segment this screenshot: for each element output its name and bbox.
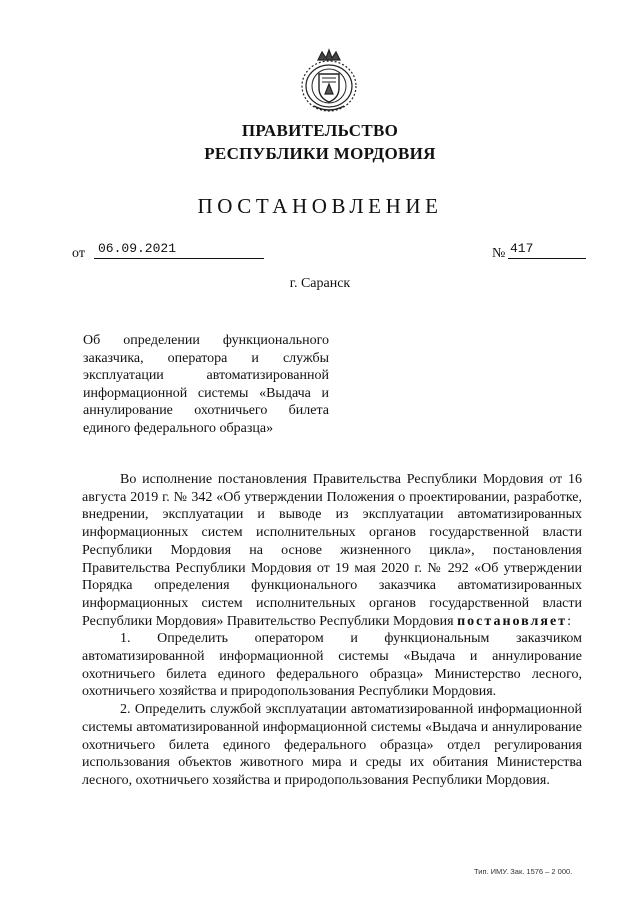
item-2-paragraph: 2. Определить службой эксплуатации автоматизированной информационной системы автоматизированной информационной системы «Выдача и аннулирование охотничьего билета единого федерального образца» отдел регулирования использования объектов животного мира и среды их обитания Министерства лесного, охотничьего хозяйства и природопользования Республики Мордовия. <box>82 702 582 788</box>
city-label: г. Саранск <box>289 276 351 291</box>
print-mark: Тип. ИМУ. Зак. 1576 – 2 000. <box>474 867 573 876</box>
document-number: 417 <box>508 241 586 259</box>
government-title-line1: ПРАВИТЕЛЬСТВО <box>241 121 399 140</box>
document-date: 06.09.2021 <box>94 241 264 259</box>
resolves-colon: : <box>567 613 571 629</box>
government-title-line2: РЕСПУБЛИКИ МОРДОВИЯ <box>204 144 436 163</box>
date-prefix: от <box>72 246 85 261</box>
number-prefix: № <box>492 246 506 261</box>
preamble-text: Во исполнение постановления Правительства Республики Мордовия от 16 августа 2019 г. № 342 «Об утверждении Положения о проектировании, разработке, внедрении, эксплуатации и выводе из эксплуатации автоматизированных информационных систем исполнительных органов государственной власти Республики Мордовия на основе жизненного цикла», постановления Правительства Республики Мордовия от 19 мая 2020 г. № 292 «Об утверждении Порядка определения функционального заказчика автоматизированных информационных систем исполнительных органов государственной власти Республики Мордовия» Правительство Республики Мордовия <box>82 472 582 629</box>
document-body <box>82 471 582 790</box>
coat-of-arms-icon <box>296 46 362 116</box>
item-1-paragraph: 1. Определить оператором и функциональным заказчиком автоматизированной информационной системы «Выдача и аннулирование охотничьего билета единого федерального образца» Министерство лесного, охотничьего хозяйства и природопользования Республики Мордовия. <box>82 631 582 700</box>
date-number-row <box>72 241 586 270</box>
resolves-word: постановляет <box>457 613 568 629</box>
document-subject: Об определении функционального заказчика, оператора и службы эксплуатации автоматизированной информационной системы «Выдача и аннулирование охотничьего билета единого федерального образца» <box>83 333 329 436</box>
document-type-title: ПОСТАНОВЛЕНИЕ <box>197 194 443 218</box>
preamble-paragraph <box>82 471 582 630</box>
